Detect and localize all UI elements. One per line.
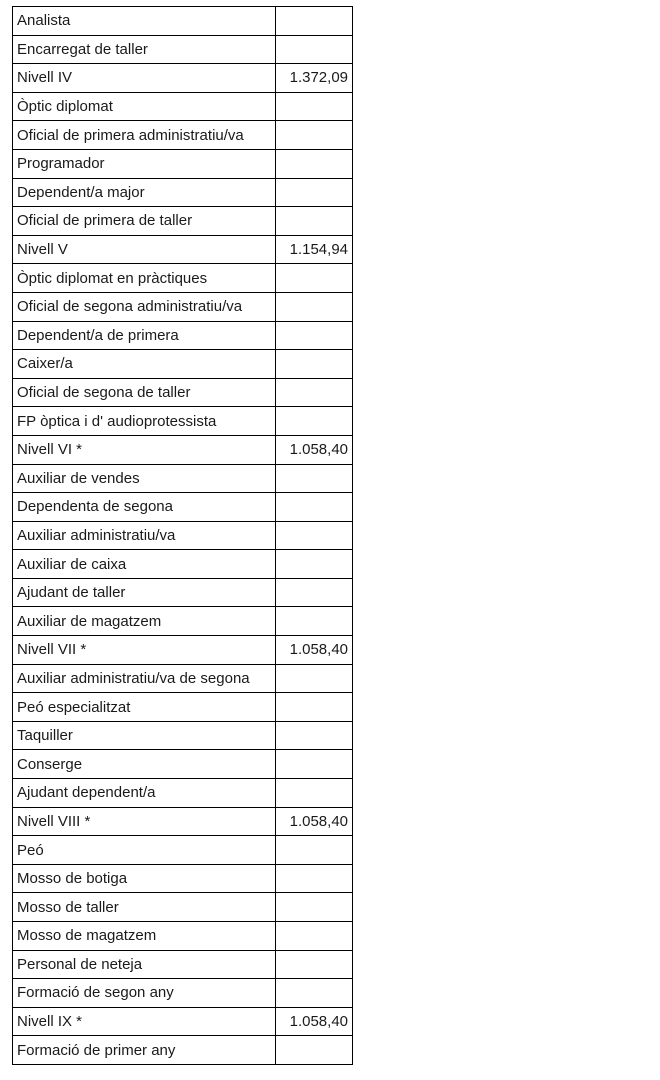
salary-value-cell — [276, 836, 353, 865]
table-row — [13, 893, 353, 922]
table-row — [13, 836, 353, 865]
table-row — [13, 464, 353, 493]
salary-value-cell — [276, 464, 353, 493]
category-name-cell: Ajudant dependent/a — [13, 779, 276, 808]
salary-value-cell — [276, 779, 353, 808]
salary-table — [12, 6, 353, 1065]
table-row — [13, 922, 353, 951]
category-name-cell: Nivell IV — [13, 64, 276, 93]
category-name-cell: Nivell IX * — [13, 1007, 276, 1036]
table-row — [13, 664, 353, 693]
salary-value-cell — [276, 521, 353, 550]
table-row — [13, 92, 353, 121]
salary-value-cell — [276, 864, 353, 893]
category-name-cell: Oficial de segona de taller — [13, 378, 276, 407]
salary-value-cell — [276, 1036, 353, 1065]
category-name-cell: Encarregat de taller — [13, 35, 276, 64]
table-row — [13, 779, 353, 808]
table-row — [13, 435, 353, 464]
table-row — [13, 292, 353, 321]
category-name-cell: Formació de primer any — [13, 1036, 276, 1065]
category-name-cell: Nivell VI * — [13, 435, 276, 464]
table-row — [13, 321, 353, 350]
table-row — [13, 407, 353, 436]
category-name-cell: Caixer/a — [13, 350, 276, 379]
category-name-cell: Auxiliar de magatzem — [13, 607, 276, 636]
category-name-cell: Auxiliar de vendes — [13, 464, 276, 493]
category-name-cell: Dependent/a major — [13, 178, 276, 207]
table-row — [13, 35, 353, 64]
category-name-cell: Mosso de botiga — [13, 864, 276, 893]
category-name-cell: Òptic diplomat en pràctiques — [13, 264, 276, 293]
table-row — [13, 550, 353, 579]
table-row — [13, 64, 353, 93]
table-row — [13, 578, 353, 607]
salary-value-cell: 1.372,09 — [276, 64, 353, 93]
salary-value-cell — [276, 92, 353, 121]
salary-value-cell — [276, 721, 353, 750]
table-row — [13, 636, 353, 665]
salary-value-cell — [276, 321, 353, 350]
salary-value-cell — [276, 178, 353, 207]
category-name-cell: Òptic diplomat — [13, 92, 276, 121]
salary-value-cell — [276, 493, 353, 522]
salary-value-cell — [276, 292, 353, 321]
category-name-cell: Conserge — [13, 750, 276, 779]
table-row — [13, 521, 353, 550]
table-row — [13, 7, 353, 36]
category-name-cell: Dependenta de segona — [13, 493, 276, 522]
salary-value-cell — [276, 149, 353, 178]
category-name-cell: Auxiliar administratiu/va de segona — [13, 664, 276, 693]
category-name-cell: Peó especialitzat — [13, 693, 276, 722]
category-name-cell: Nivell V — [13, 235, 276, 264]
table-row — [13, 693, 353, 722]
table-row — [13, 350, 353, 379]
salary-value-cell — [276, 979, 353, 1008]
salary-value-cell — [276, 35, 353, 64]
salary-table-body — [13, 7, 353, 1065]
category-name-cell: Mosso de taller — [13, 893, 276, 922]
salary-value-cell — [276, 950, 353, 979]
category-name-cell: Peó — [13, 836, 276, 865]
table-row — [13, 950, 353, 979]
table-row — [13, 149, 353, 178]
salary-value-cell: 1.058,40 — [276, 636, 353, 665]
salary-value-cell — [276, 550, 353, 579]
table-row — [13, 721, 353, 750]
salary-value-cell — [276, 350, 353, 379]
category-name-cell: Auxiliar administratiu/va — [13, 521, 276, 550]
salary-value-cell — [276, 893, 353, 922]
table-row — [13, 235, 353, 264]
salary-value-cell — [276, 578, 353, 607]
category-name-cell: Mosso de magatzem — [13, 922, 276, 951]
category-name-cell: Nivell VII * — [13, 636, 276, 665]
table-row — [13, 264, 353, 293]
table-row — [13, 1007, 353, 1036]
table-row — [13, 864, 353, 893]
salary-value-cell — [276, 607, 353, 636]
category-name-cell: Dependent/a de primera — [13, 321, 276, 350]
category-name-cell: Programador — [13, 149, 276, 178]
salary-value-cell: 1.058,40 — [276, 1007, 353, 1036]
category-name-cell: Formació de segon any — [13, 979, 276, 1008]
salary-value-cell — [276, 207, 353, 236]
table-row — [13, 750, 353, 779]
category-name-cell: Analista — [13, 7, 276, 36]
table-row — [13, 979, 353, 1008]
salary-value-cell — [276, 750, 353, 779]
category-name-cell: Nivell VIII * — [13, 807, 276, 836]
category-name-cell: Ajudant de taller — [13, 578, 276, 607]
table-row — [13, 607, 353, 636]
salary-value-cell: 1.058,40 — [276, 435, 353, 464]
salary-value-cell — [276, 664, 353, 693]
category-name-cell: Oficial de primera administratiu/va — [13, 121, 276, 150]
salary-value-cell — [276, 264, 353, 293]
salary-value-cell: 1.058,40 — [276, 807, 353, 836]
salary-value-cell — [276, 922, 353, 951]
salary-value-cell — [276, 378, 353, 407]
category-name-cell: Oficial de primera de taller — [13, 207, 276, 236]
table-row — [13, 1036, 353, 1065]
table-row — [13, 207, 353, 236]
salary-value-cell — [276, 407, 353, 436]
salary-value-cell — [276, 7, 353, 36]
table-row — [13, 493, 353, 522]
salary-value-cell — [276, 693, 353, 722]
category-name-cell: Taquiller — [13, 721, 276, 750]
salary-value-cell: 1.154,94 — [276, 235, 353, 264]
category-name-cell: Personal de neteja — [13, 950, 276, 979]
table-row — [13, 121, 353, 150]
table-row — [13, 378, 353, 407]
table-row — [13, 807, 353, 836]
salary-value-cell — [276, 121, 353, 150]
category-name-cell: Auxiliar de caixa — [13, 550, 276, 579]
category-name-cell: FP òptica i d' audioprotessista — [13, 407, 276, 436]
category-name-cell: Oficial de segona administratiu/va — [13, 292, 276, 321]
table-row — [13, 178, 353, 207]
